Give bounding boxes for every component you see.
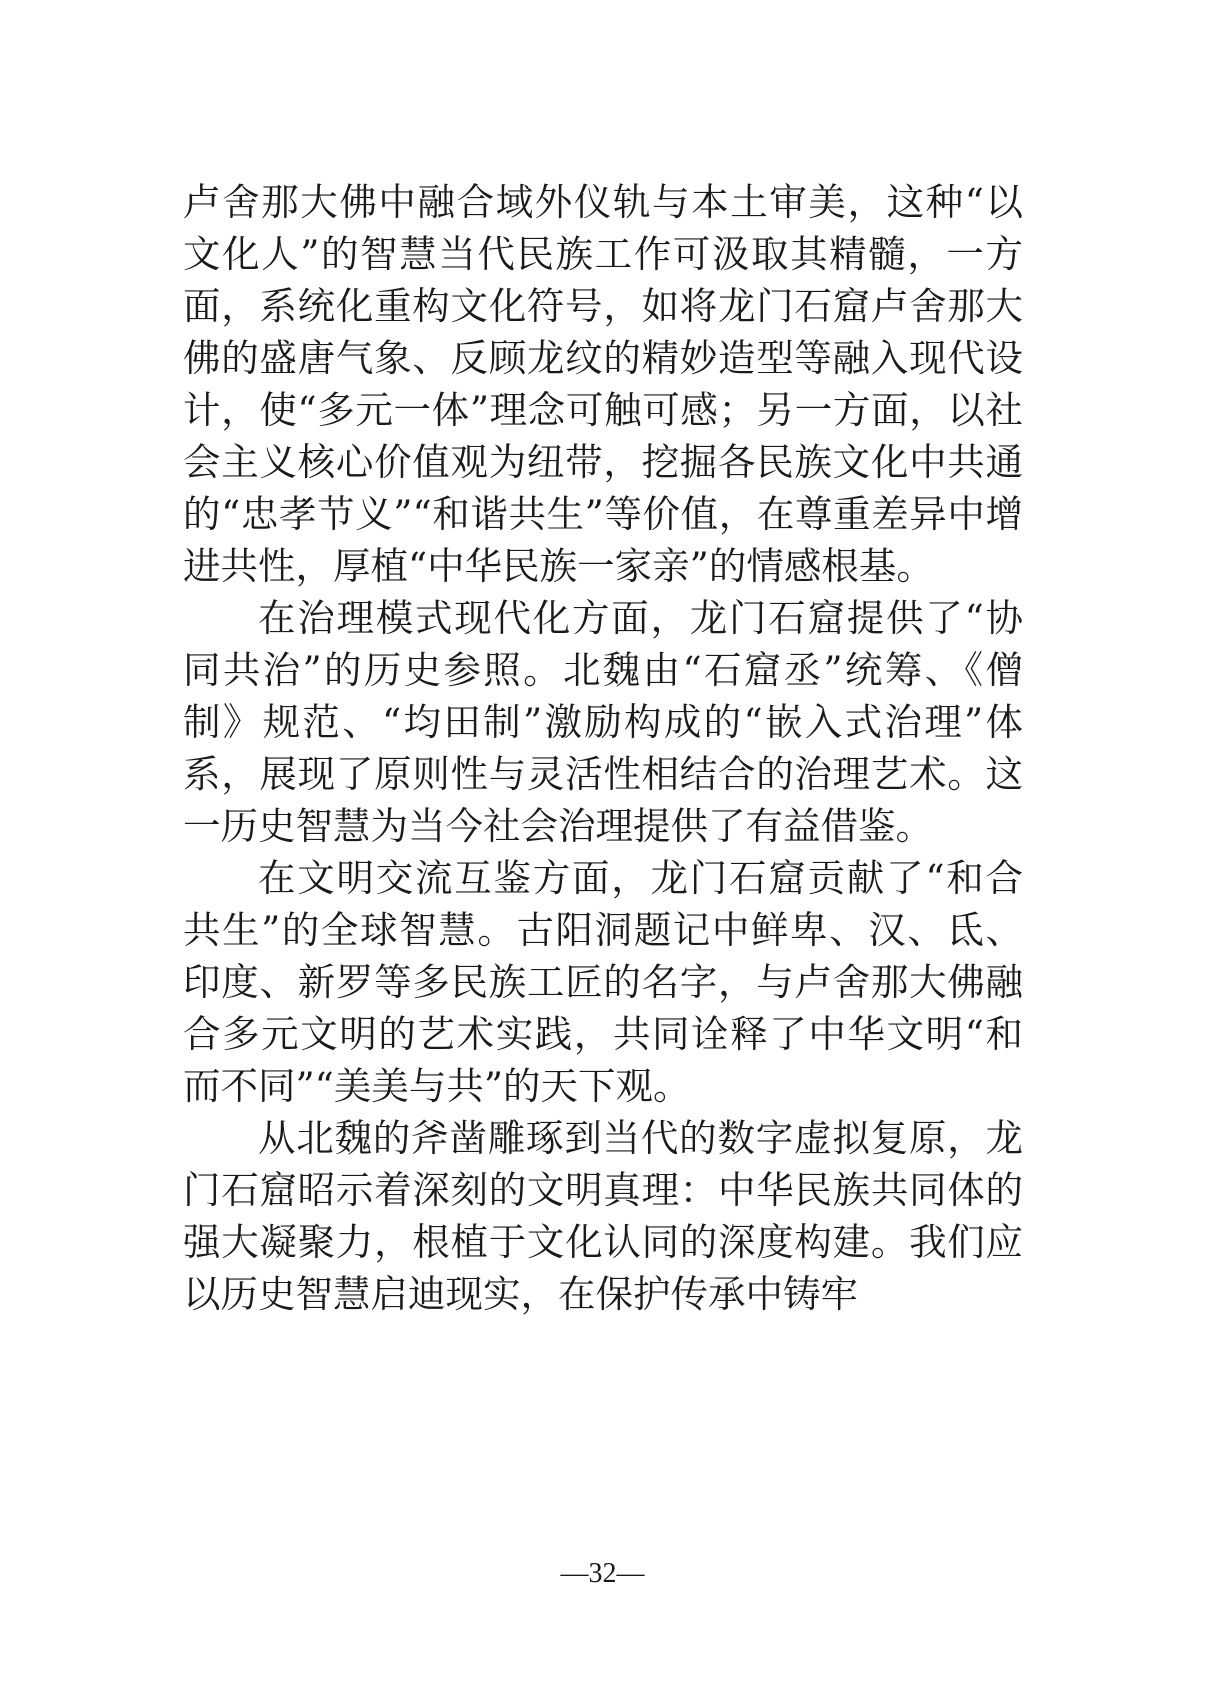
page-number: —32— xyxy=(560,1558,645,1589)
paragraph-civilization-exchange: 在文明交流互鉴方面，龙门石窟贡献了“和合共生”的全球智慧。古阳洞题记中鲜卑、汉、氐、印度、新罗等多民族工匠的名字，与卢舍那大佛融合多元文明的艺术实践，共同诠释了中华文明“和而不同”“美美与共”的天下观。 xyxy=(183,856,1023,1108)
paragraph-conclusion: 从北魏的斧凿雕琢到当代的数字虚拟复原，龙门石窟昭示着深刻的文明真理：中华民族共同体的强大凝聚力，根植于文化认同的深度构建。我们应以历史智慧启迪现实，在保护传承中铸牢 xyxy=(183,1116,1023,1316)
paragraph-governance: 在治理模式现代化方面，龙门石窟提供了“协同共治”的历史参照。北魏由“石窟丞”统筹、《僧制》规范、“均田制”激励构成的“嵌入式治理”体系，展现了原则性与灵活性相结合的治理艺术。这一历史智慧为当今社会治理提供了有益借鉴。 xyxy=(183,596,1023,848)
paragraph-continuation: 卢舍那大佛中融合域外仪轨与本土审美，这种“以文化人”的智慧当代民族工作可汲取其精髓，一方面，系统化重构文化符号，如将龙门石窟卢舍那大佛的盛唐气象、反顾龙纹的精妙造型等融入现代设计，使“多元一体”理念可触可感；另一方面，以社会主义核心价值观为纽带，挖掘各民族文化中共通的“忠孝节义”“和谐共生”等价值，在尊重差异中增进共性，厚植“中华民族一家亲”的情感根基。 xyxy=(183,180,1023,588)
body-text xyxy=(183,176,1023,1320)
